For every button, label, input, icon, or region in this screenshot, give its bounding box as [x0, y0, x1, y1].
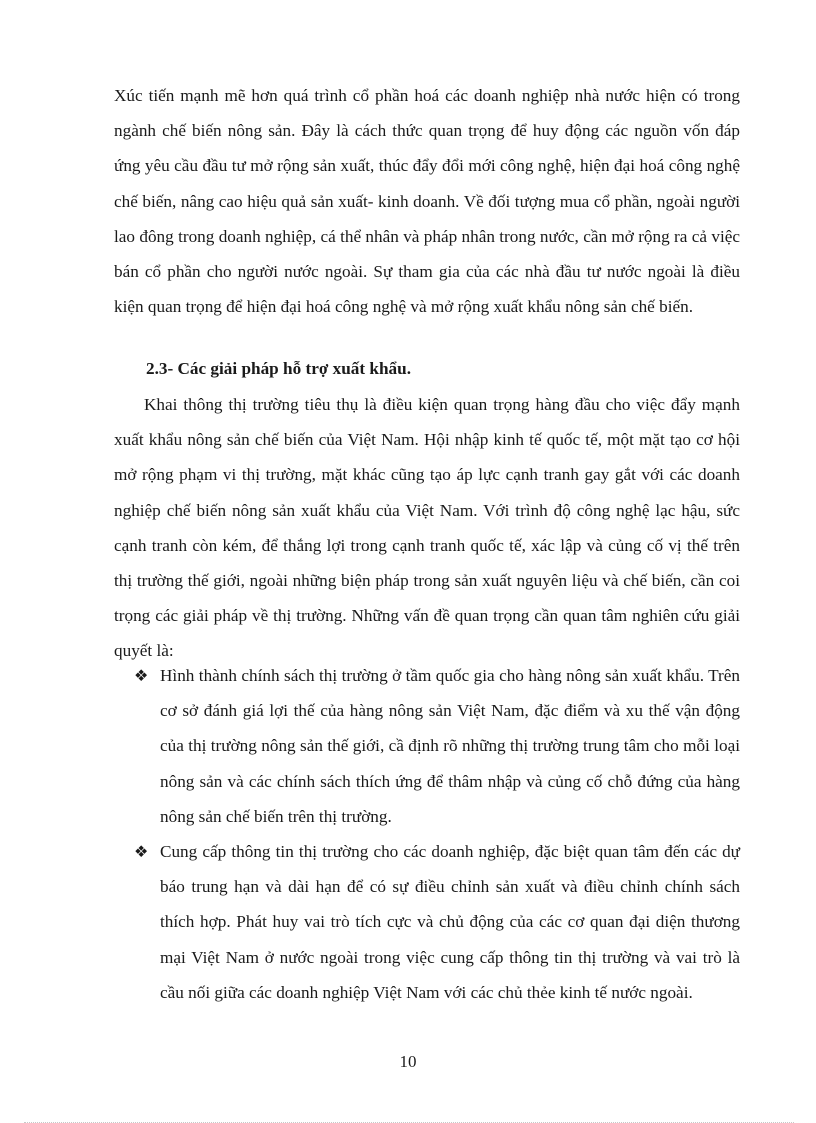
intro-paragraph: Xúc tiến mạnh mẽ hơn quá trình cổ phần hoá các doanh nghiệp nhà nước hiện có trong ngành chế biến nông sản. Đây là cách thức quan trọng để huy động các nguồn vốn đáp ứng yêu cầu đầu tư mở rộng sản xuất, thúc đẩy đổi mới công nghệ, hiện đại hoá công nghệ chế biến, nâng cao hiệu quả sản xuất- kinh doanh. Về đối tượng mua cổ phần, ngoài người lao đông trong doanh nghiệp, cá thể nhân và pháp nhân trong nước, cần mở rộng ra cả việc bán cổ phần cho người nước ngoài. Sự tham gia của các nhà đầu tư nước ngoài là điều kiện quan trọng để hiện đại hoá công nghệ và mở rộng xuất khẩu nông sản chế biến. — [114, 86, 740, 317]
solution-list — [134, 658, 740, 1010]
market-paragraph-block — [114, 387, 740, 669]
list-item-text: Cung cấp thông tin thị trường cho các doanh nghiệp, đặc biệt quan tâm đến các dự báo trung hạn và dài hạn để có sự điều chỉnh sản xuất và điều chỉnh chính sách thích hợp. Phát huy vai trò tích cực và chủ động của các cơ quan đại diện thương mại Việt Nam ở nước ngoài trong việc cung cấp thông tin thị trường và vai trò là cầu nối giữa các doanh nghiệp Việt Nam với các chủ thẻe kinh tế nước ngoài. — [160, 842, 740, 1002]
diamond-bullet-icon: ❖ — [134, 666, 149, 685]
list-item-text: Hình thành chính sách thị trường ở tầm quốc gia cho hàng nông sản xuất khẩu. Trên cơ sở đánh giá lợi thế của hàng nông sản Việt Nam, đặc điểm và xu thế vận động của thị trường nông sản thế giới, cầ định rõ những thị trường trung tâm cho mỗi loại nông sản và các chính sách thích ứng để thâm nhập và củng cố chỗ đứng của hàng nông sản chế biến trên thị trường. — [160, 666, 740, 826]
section-heading: 2.3- Các giải pháp hỗ trợ xuất khẩu. — [146, 359, 411, 378]
list-item — [134, 834, 740, 1010]
diamond-bullet-icon: ❖ — [134, 842, 149, 862]
list-item — [134, 658, 740, 834]
page-number: 10 — [399, 1052, 417, 1071]
intro-paragraph-block — [114, 78, 740, 324]
market-paragraph: Khai thông thị trường tiêu thụ là điều kiện quan trọng hàng đầu cho việc đẩy mạnh xuất khẩu nông sản chế biến của Việt Nam. Hội nhập kinh tế quốc tế, một mặt tạo cơ hội mở rộng phạm vi thị trường, mặt khác cũng tạo áp lực cạnh tranh gay gắt với các doanh nghiệp chế biến nông sản xuất khẩu của Việt Nam. Với trình độ công nghệ lạc hậu, sức cạnh tranh còn kém, để thắng lợi trong cạnh tranh quốc tế, xác lập và củng cố vị thế trên thị trường thế giới, ngoài những biện pháp trong sản xuất nguyên liệu và chế biến, cần coi trọng các giải pháp về thị trường. Những vấn đề quan trọng cần quan tâm nghiên cứu giải quyết là: — [114, 395, 740, 661]
